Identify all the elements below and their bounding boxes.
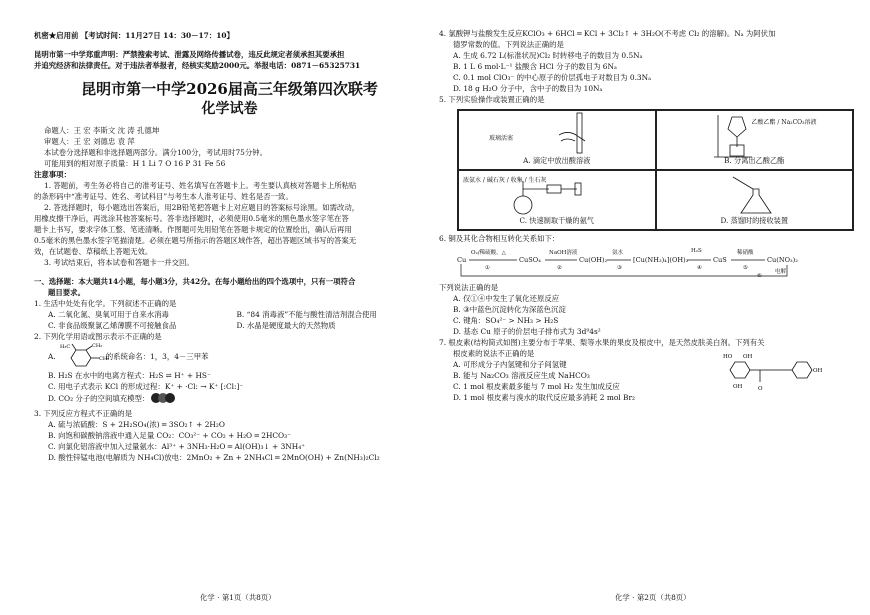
note-line: 3. 考试结束后，将本试卷和答题卡一并交回。 bbox=[44, 258, 194, 267]
notice-line-2: 并追究经济和法律责任。对于违法者举报者，经核实奖励2000元。举报电话：0871－65325731 bbox=[34, 61, 361, 70]
question-5: 5. 下列实验操作或装置正确的是 bbox=[439, 95, 545, 104]
flow-cu: Cu bbox=[457, 256, 467, 264]
question-7-cont: 根皮素的说法不正确的是 bbox=[453, 349, 535, 358]
authors-line-2: 审题人：王 宏 刘德忠 袁 萍 bbox=[44, 137, 135, 146]
q3-option-a: A. 硫与浓硫酸：S + 2H₂SO₄(浓) ═ 3SO₂↑ + 2H₂O bbox=[48, 420, 225, 429]
flow-cuoh2: Cu(OH)₂ bbox=[579, 256, 608, 264]
copper-conversion-flow bbox=[457, 248, 852, 280]
note-line: 的条形码中“准考证号、姓名、考试科目”与考生本人准考证号、姓名是否一致。 bbox=[34, 192, 293, 201]
q3-option-c: C. 向氯化铝溶液中加入过量氨水：Al³⁺ + 3NH₃·H₂O ═ Al(OH)₃↓ + 3NH₄⁺ bbox=[48, 442, 306, 451]
q5-cell-b bbox=[656, 110, 854, 170]
question-3: 3. 下列反应方程式不正确的是 bbox=[34, 409, 133, 418]
page-2 bbox=[435, 0, 870, 615]
exam-subtitle: 化学试卷 bbox=[201, 101, 258, 117]
notes-title: 注意事项： bbox=[34, 170, 71, 179]
note-line: 1. 答题前，考生务必将自己的准考证号、姓名填写在答题卡上。考生要认真核对答题卡上所粘贴 bbox=[44, 181, 357, 190]
flow-reagent: 稀硝酸 bbox=[737, 250, 754, 256]
burette-icon bbox=[529, 113, 609, 157]
note-line: 效，在试题卷、草稿纸上答题无效。 bbox=[34, 247, 153, 256]
note-line: 0.5毫米的黑色墨水签字笔描清楚。必须在题号所指示的答题区域作答，超出答题区域书写的答案无 bbox=[34, 236, 357, 245]
ho-label: HO bbox=[723, 354, 733, 360]
q4-option-c: C. 0.1 mol ClO₃⁻ 的中心原子的价层孤电子对数目为 0.3Nₐ bbox=[453, 73, 651, 82]
q6-option-d: D. 基态 Cu 原子的价层电子排布式为 3d⁹4s² bbox=[453, 327, 601, 336]
step-marker: ① bbox=[485, 265, 490, 271]
flow-reagent: H₂S bbox=[691, 248, 702, 254]
q5-caption-d: D. 蒸馏时的接收装置 bbox=[720, 216, 789, 225]
note-line: 题卡上书写，要求字体工整、笔迹清晰。作图题可先用铅笔在答题卡规定的位置绘出，确认后再用 bbox=[34, 225, 352, 234]
note-line: 2. 答选择题时，每小题选出答案后，用2B铅笔把答题卡上对应题目的答案标号涂黑。如需改动， bbox=[44, 203, 360, 212]
carbonyl-o-label: O bbox=[758, 386, 763, 392]
q7-option-c: C. 1 mol 根皮素最多能与 7 mol H₂ 发生加成反应 bbox=[453, 382, 620, 391]
layers-label: 乙酸乙酯 / Na₂CO₃溶液 bbox=[751, 119, 817, 126]
trimethylbenzene-structure bbox=[56, 342, 109, 370]
q7-option-b: B. 能与 Na₂CO₃ 溶液反应生成 NaHCO₃ bbox=[453, 371, 590, 380]
step-marker: ④ bbox=[697, 265, 702, 271]
question-4: 4. 氯酸钾与盐酸发生反应KClO₃ + 6HCl ═ KCl + 3Cl₂↑ + 3H₂O(不考虑 Cl₂ 的溶解)。Nₐ 为阿伏加 bbox=[439, 29, 776, 38]
flow-reagent: O₂/稀硫酸，△ bbox=[471, 250, 506, 256]
question-6-ask: 下列说法正确的是 bbox=[439, 283, 499, 292]
q4-option-a: A. 生成 6.72 L(标准状况)Cl₂ 时转移电子的数目为 0.5Nₐ bbox=[453, 51, 643, 60]
ch3-label: H₃C bbox=[59, 344, 70, 350]
q6-option-a: A. 仅①④中发生了氧化还原反应 bbox=[453, 294, 560, 303]
flow-cuno32: Cu(NO₃)₂ bbox=[767, 256, 798, 264]
section-heading-cont: 题目要求。 bbox=[48, 288, 85, 297]
q1-option-b: B. “84 消毒液”不能与酸性清洁剂混合使用 bbox=[236, 310, 377, 319]
q3-option-b: B. 向饱和碳酸钠溶液中通入足量 CO₂：CO₃²⁻ + CO₂ + H₂O ═ 2HCO₃⁻ bbox=[48, 431, 291, 440]
q6-option-b: B. ③中蓝色沉淀转化为深蓝色沉淀 bbox=[453, 305, 566, 314]
q6-option-c: C. 键角：SO₄²⁻ > NH₃ > H₂S bbox=[453, 316, 559, 325]
flow-reagent: 电解 bbox=[775, 269, 787, 275]
flow-arrows bbox=[457, 248, 797, 280]
q2-option-a: 的系统命名：1，3，4－三甲苯 bbox=[105, 351, 209, 361]
q2-option-a-label: A. bbox=[48, 351, 56, 361]
q3-option-d: D. 酸性锌锰电池(电解质为 NH₄Cl)放电：2MnO₂ + Zn + 2NH₄Cl ═ 2MnO(OH) + Zn(NH₃)₂Cl₂ bbox=[48, 453, 380, 462]
flow-reagent: NaOH溶液 bbox=[549, 250, 578, 256]
step-marker: ⑥ bbox=[757, 273, 762, 279]
q5-caption-b: B. 分离出乙酸乙酯 bbox=[724, 156, 785, 165]
authors-line-1: 命题人：王 宏 李斯文 沈 涛 孔德坤 bbox=[44, 126, 160, 135]
notice-line-1: 昆明市第一中学郑重声明：严禁搜索考试、泄露及网络传播试卷，违反此规定者须承担其要承担 bbox=[34, 50, 345, 59]
q1-option-c: C. 非食品级聚氯乙烯薄膜不可接触食品 bbox=[48, 321, 177, 330]
step-marker: ③ bbox=[617, 265, 622, 271]
q7-option-d: D. 1 mol 根皮素与溴水的取代反应最多消耗 2 mol Br₂ bbox=[453, 393, 635, 402]
ch3-label: CH₃ bbox=[98, 356, 109, 362]
question-6: 6. 铜及其化合物相互转化关系如下： bbox=[439, 234, 560, 243]
q7-option-a: A. 可形成分子内氢键和分子间氢键 bbox=[453, 360, 567, 369]
intro-line-1: 本试卷分选择题和非选择题两部分。满分100分，考试用时75分钟。 bbox=[44, 148, 268, 157]
note-line: 用橡皮擦干净后，再选涂其他答案标号。答非选择题时，必须使用0.5毫米的黑色墨水签字笔在答 bbox=[34, 214, 349, 223]
question-1: 1. 生活中处处有化学。下列叙述不正确的是 bbox=[34, 299, 177, 308]
q1-option-a: A. 二氧化氮、臭氧可用于自来水消毒 bbox=[48, 310, 169, 319]
q5-cell-d bbox=[656, 170, 854, 230]
question-7: 7. 根皮素(结构简式如图)主要分布于苹果、梨等水果的果皮及根皮中，是天然皮肤美白剂。下列有关 bbox=[439, 338, 765, 347]
question-4-cont: 德罗常数的值。下列说法正确的是 bbox=[453, 40, 564, 49]
oh-label: OH bbox=[743, 354, 753, 360]
intro-line-2: 可能用到的相对原子质量：H 1 Li 7 O 16 P 31 Fe 56 bbox=[44, 159, 226, 168]
flow-cus: CuS bbox=[713, 256, 727, 264]
step-marker: ② bbox=[557, 265, 562, 271]
stopcock-label: 玻璃活塞 bbox=[489, 135, 514, 142]
q4-option-d: D. 18 g H₂O 分子中，含中子的数目为 10Nₐ bbox=[453, 84, 603, 93]
confidential-header: 机密★启用前 【考试时间：11月27日 14：30－17：10】 bbox=[34, 31, 234, 40]
oh-label: OH bbox=[733, 384, 743, 390]
phloretin-structure bbox=[715, 350, 835, 398]
co2-space-filling-model bbox=[149, 392, 177, 404]
flow-cuso4: CuSO₄ bbox=[519, 256, 541, 264]
question-2: 2. 下列化学用语或图示表示不正确的是 bbox=[34, 332, 162, 341]
page-footer: 化学 · 第2页（共8页） bbox=[615, 593, 691, 602]
page-footer: 化学 · 第1页（共8页） bbox=[200, 593, 276, 602]
q2-option-c: C. 用电子式表示 KCl 的形成过程：K⁺ + ·Cl: → K⁺ [:Cl:]⁻ bbox=[48, 382, 244, 391]
ch3-label: CH₃ bbox=[91, 343, 102, 349]
q5-apparatus-grid bbox=[457, 109, 854, 231]
q1-option-d: D. 水晶是硬度最大的天然物质 bbox=[236, 321, 336, 330]
section-heading: 一、选择题：本大题共14小题，每小题3分，共42分。在每小题给出的四个选项中，只有一项符合 bbox=[34, 277, 356, 286]
reagents-label: 浓氨水 / 碱石灰 / 收集 / 生石灰 bbox=[463, 177, 547, 184]
q4-option-b: B. 1 L 6 mol·L⁻¹ 盐酸含 HCl 分子的数目为 6Nₐ bbox=[453, 62, 617, 71]
q2-option-d: D. CO₂ 分子的空间填充模型： bbox=[48, 393, 150, 403]
q5-caption-c: C. 快速制取干燥的氨气 bbox=[519, 216, 594, 225]
q2-option-b: B. H₂S 在水中的电离方程式：H₂S ⇌ H⁺ + HS⁻ bbox=[48, 371, 211, 380]
oh-label: OH bbox=[813, 368, 823, 374]
q5-cell-a bbox=[458, 110, 656, 170]
step-marker: ⑤ bbox=[743, 265, 748, 271]
flow-reagent: 氨水 bbox=[612, 250, 624, 256]
q5-cell-c bbox=[458, 170, 656, 230]
conical-flask-icon bbox=[727, 175, 787, 217]
exam-title: 昆明市第一中学2026届高三年级第四次联考 bbox=[81, 80, 378, 98]
flow-complex: [Cu(NH₃)₄](OH)₂ bbox=[633, 256, 689, 264]
q5-caption-a: A. 滴定中放出酸溶液 bbox=[523, 156, 591, 165]
